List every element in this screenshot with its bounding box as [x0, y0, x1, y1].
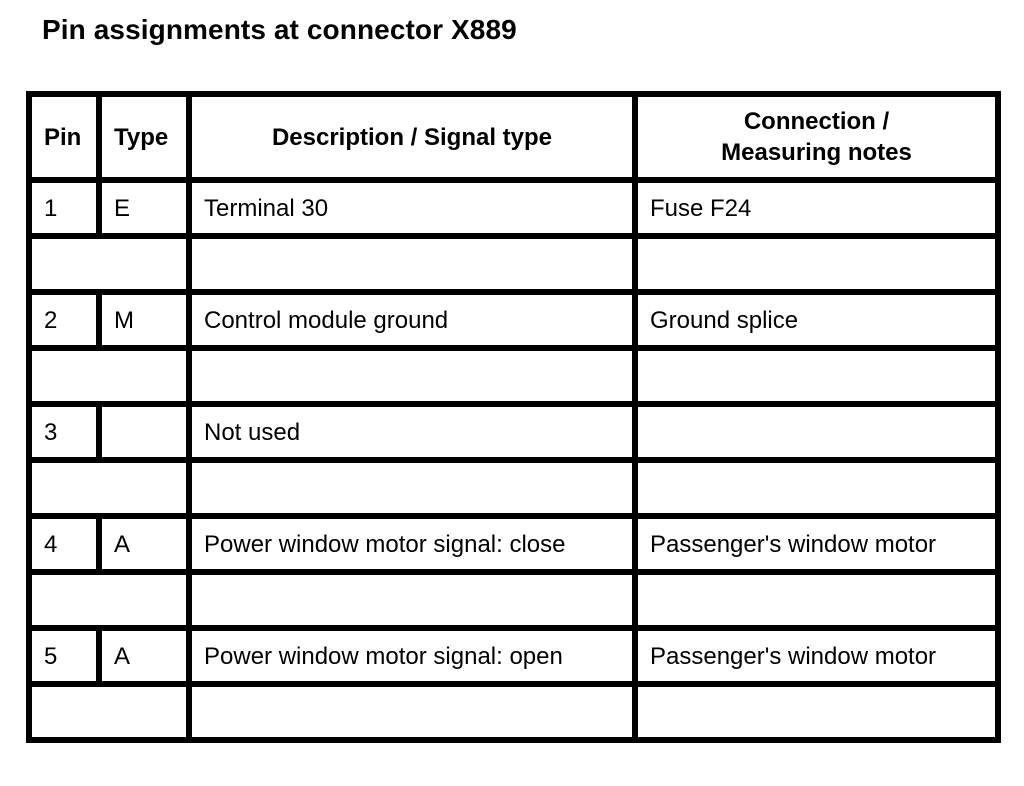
table-row [29, 180, 998, 236]
cell-description: Power window motor signal: close [189, 516, 635, 572]
page-title: Pin assignments at connector X889 [42, 14, 517, 45]
spacer-cell [189, 460, 635, 516]
spacer-cell [635, 348, 998, 404]
header-connection-line1: Connection / [743, 108, 890, 135]
header-type: Type [99, 94, 189, 180]
cell-connection [635, 404, 998, 460]
cell-type: E [99, 180, 189, 236]
table-row [29, 404, 998, 460]
cell-pin: 3 [29, 404, 99, 460]
table-spacer-row [29, 460, 998, 516]
spacer-cell [635, 572, 998, 628]
spacer-cell [29, 572, 189, 628]
spacer-cell [29, 236, 189, 292]
table-spacer-row [29, 684, 998, 740]
cell-description: Not used [189, 404, 635, 460]
header-pin: Pin [29, 94, 99, 180]
cell-type: M [99, 292, 189, 348]
cell-pin: 5 [29, 628, 99, 684]
table-spacer-row [29, 236, 998, 292]
table-row [29, 628, 998, 684]
spacer-cell [189, 684, 635, 740]
header-connection-line2: Measuring notes [721, 139, 912, 166]
cell-type [99, 404, 189, 460]
spacer-cell [635, 684, 998, 740]
cell-type: A [99, 628, 189, 684]
table-row [29, 516, 998, 572]
cell-connection: Ground splice [635, 292, 998, 348]
cell-description: Terminal 30 [189, 180, 635, 236]
spacer-cell [189, 348, 635, 404]
table-row [29, 292, 998, 348]
header-connection [635, 94, 998, 180]
spacer-cell [189, 572, 635, 628]
cell-connection: Fuse F24 [635, 180, 998, 236]
cell-connection: Passenger's window motor [635, 628, 998, 684]
cell-connection: Passenger's window motor [635, 516, 998, 572]
header-description: Description / Signal type [189, 94, 635, 180]
table-header-row [29, 94, 998, 180]
cell-type: A [99, 516, 189, 572]
spacer-cell [635, 236, 998, 292]
spacer-cell [189, 236, 635, 292]
cell-pin: 1 [29, 180, 99, 236]
pin-assignment-table [26, 91, 1001, 743]
cell-description: Power window motor signal: open [189, 628, 635, 684]
cell-pin: 4 [29, 516, 99, 572]
spacer-cell [29, 348, 189, 404]
spacer-cell [29, 684, 189, 740]
cell-description: Control module ground [189, 292, 635, 348]
spacer-cell [635, 460, 998, 516]
spacer-cell [29, 460, 189, 516]
table-spacer-row [29, 348, 998, 404]
table-spacer-row [29, 572, 998, 628]
cell-pin: 2 [29, 292, 99, 348]
